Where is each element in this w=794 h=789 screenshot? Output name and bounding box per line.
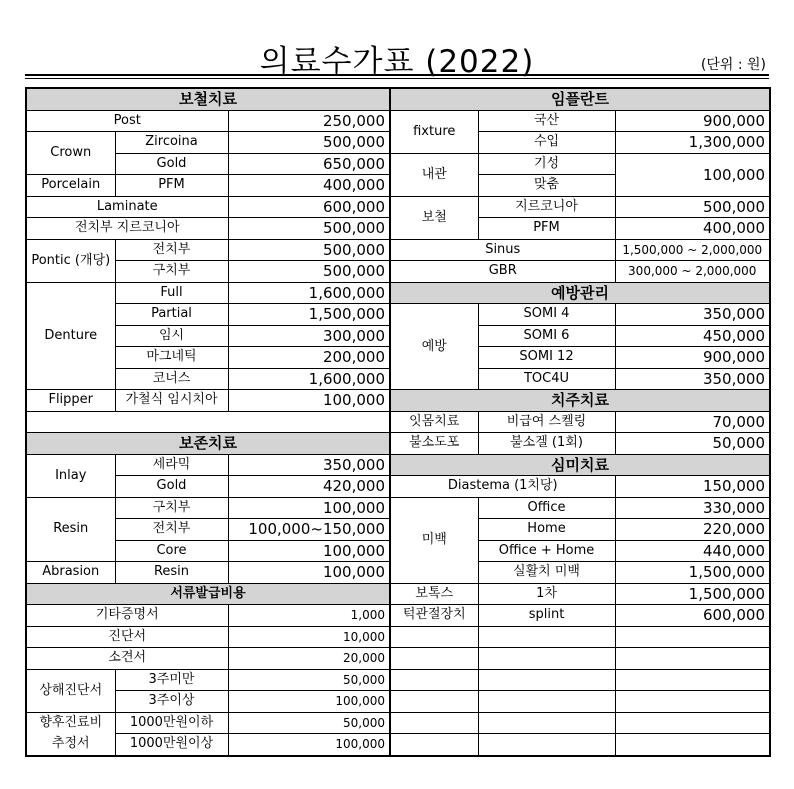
price: 70,000 [615,411,770,433]
price: 250,000 [228,110,390,132]
price: 1,000 [228,605,390,627]
section-header-conservative: 보존치료 [26,433,390,455]
group-label: fixture [390,110,478,153]
unit-note: (단위 : 원) [700,57,766,73]
group-label: 잇몸치료 [390,411,478,433]
price: 500,000 [228,261,390,283]
title-rule-thin [25,78,769,79]
item-label: Gold [115,476,228,498]
price: 500,000 [228,239,390,261]
price: 440,000 [615,540,770,562]
price: 420,000 [228,476,390,498]
price: 100,000 [228,562,390,584]
group-label: 보철 [390,196,478,239]
group-label: 내관 [390,153,478,196]
item-label: 전치부 [115,239,228,261]
item-label: Home [478,519,615,541]
price: 50,000 [228,712,390,734]
item-label: Office [478,497,615,519]
item-label: GBR [390,261,615,283]
group-label: 미백 [390,497,478,583]
price: 350,000 [228,454,390,476]
price: 1,500,000 [615,583,770,605]
price: 900,000 [615,347,770,369]
item-label: 전치부 지르코니아 [26,218,228,240]
section-header-periodontal: 치주치료 [390,390,770,412]
price: 100,000 [615,153,770,196]
group-label: 상해진단서 [26,669,115,712]
empty-cell [478,648,615,670]
empty-cell [478,669,615,691]
empty-cell [615,734,770,756]
item-label: SOMI 12 [478,347,615,369]
item-label: 수입 [478,132,615,154]
item-label: 3주미만 [115,669,228,691]
group-label: Abrasion [26,562,115,584]
item-label: 맞춤 [478,175,615,197]
empty-cell [478,626,615,648]
price: 100,000 [228,734,390,756]
price: 100,000~150,000 [228,519,390,541]
item-label: 전치부 [115,519,228,541]
item-label: Core [115,540,228,562]
item-label: 1000만원이하 [115,712,228,734]
empty-cell [615,626,770,648]
item-label: 3주이상 [115,691,228,713]
price: 100,000 [228,497,390,519]
price: 1,600,000 [228,282,390,304]
section-header-prosthetic: 보철치료 [26,88,390,110]
price: 500,000 [228,218,390,240]
item-label: 가철식 임시치아 [115,390,228,412]
item-label: 임시 [115,325,228,347]
group-label: Pontic (개당) [26,239,115,282]
section-header-prevention: 예방관리 [390,282,770,304]
item-label: 지르코니아 [478,196,615,218]
empty-cell [615,648,770,670]
item-label: Zircoina [115,132,228,154]
price: 100,000 [228,691,390,713]
price: 350,000 [615,304,770,326]
empty-cell [390,734,478,756]
group-label-line2: 추정서 [26,734,115,756]
price: 220,000 [615,519,770,541]
item-label: Office + Home [478,540,615,562]
item-label: 기타증명서 [26,605,228,627]
empty-cell [390,669,478,691]
blank-row [26,411,390,433]
group-label: Porcelain [26,175,115,197]
item-label: Resin [115,562,228,584]
group-label: 보톡스 [390,583,478,605]
price: 50,000 [228,669,390,691]
item-label: Diastema (1치당) [390,476,615,498]
price: 500,000 [615,196,770,218]
empty-cell [615,712,770,734]
price: 20,000 [228,648,390,670]
section-header-aesthetic: 심미치료 [390,454,770,476]
empty-cell [390,626,478,648]
empty-cell [615,669,770,691]
price: 50,000 [615,433,770,455]
group-label-line1: 향후진료비 [26,712,115,734]
price: 300,000 ~ 2,000,000 [615,261,770,283]
group-label: 예방 [390,304,478,390]
group-label: Resin [26,497,115,562]
price: 1,600,000 [228,368,390,390]
price: 650,000 [228,153,390,175]
group-label: Crown [26,132,115,175]
item-label: PFM [478,218,615,240]
price: 100,000 [228,390,390,412]
price: 1,500,000 [228,304,390,326]
item-label: 기성 [478,153,615,175]
empty-cell [478,712,615,734]
price: 150,000 [615,476,770,498]
item-label: Post [26,110,228,132]
price: 330,000 [615,497,770,519]
price: 600,000 [228,196,390,218]
price: 1,500,000 [615,562,770,584]
item-label: 국산 [478,110,615,132]
item-label: Full [115,282,228,304]
item-label: 1차 [478,583,615,605]
page-title: 의료수가표 (2022) [259,44,535,80]
section-header-implant: 임플란트 [390,88,770,110]
empty-cell [615,691,770,713]
item-label: splint [478,605,615,627]
price: 600,000 [615,605,770,627]
right-price-table [389,87,771,757]
title-rule [25,74,769,76]
group-label: 턱관절장치 [390,605,478,627]
item-label: Laminate [26,196,228,218]
item-label: 마그네틱 [115,347,228,369]
group-label: Denture [26,282,115,390]
item-label: Gold [115,153,228,175]
item-label: 1000만원이상 [115,734,228,756]
price: 1,300,000 [615,132,770,154]
price: 1,500,000 ~ 2,000,000 [615,239,770,261]
price: 450,000 [615,325,770,347]
item-label: TOC4U [478,368,615,390]
empty-cell [390,691,478,713]
item-label: Sinus [390,239,615,261]
empty-cell [390,648,478,670]
empty-cell [478,691,615,713]
price: 900,000 [615,110,770,132]
item-label: 비급여 스켈링 [478,411,615,433]
price: 10,000 [228,626,390,648]
item-label: 불소겔 (1회) [478,433,615,455]
item-label: SOMI 4 [478,304,615,326]
item-label: 구치부 [115,497,228,519]
item-label: 진단서 [26,626,228,648]
group-label: Flipper [26,390,115,412]
price: 400,000 [615,218,770,240]
price: 350,000 [615,368,770,390]
item-label: 세라믹 [115,454,228,476]
price: 500,000 [228,132,390,154]
item-label: SOMI 6 [478,325,615,347]
price: 100,000 [228,540,390,562]
section-header-documents: 서류발급비용 [26,583,390,605]
item-label: 소견서 [26,648,228,670]
price: 300,000 [228,325,390,347]
left-price-table [25,87,391,757]
group-label: 불소도포 [390,433,478,455]
item-label: 구치부 [115,261,228,283]
item-label: Partial [115,304,228,326]
price: 200,000 [228,347,390,369]
group-label: Inlay [26,454,115,497]
item-label: PFM [115,175,228,197]
empty-cell [390,712,478,734]
item-label: 코너스 [115,368,228,390]
item-label: 실활치 미백 [478,562,615,584]
price: 400,000 [228,175,390,197]
empty-cell [478,734,615,756]
